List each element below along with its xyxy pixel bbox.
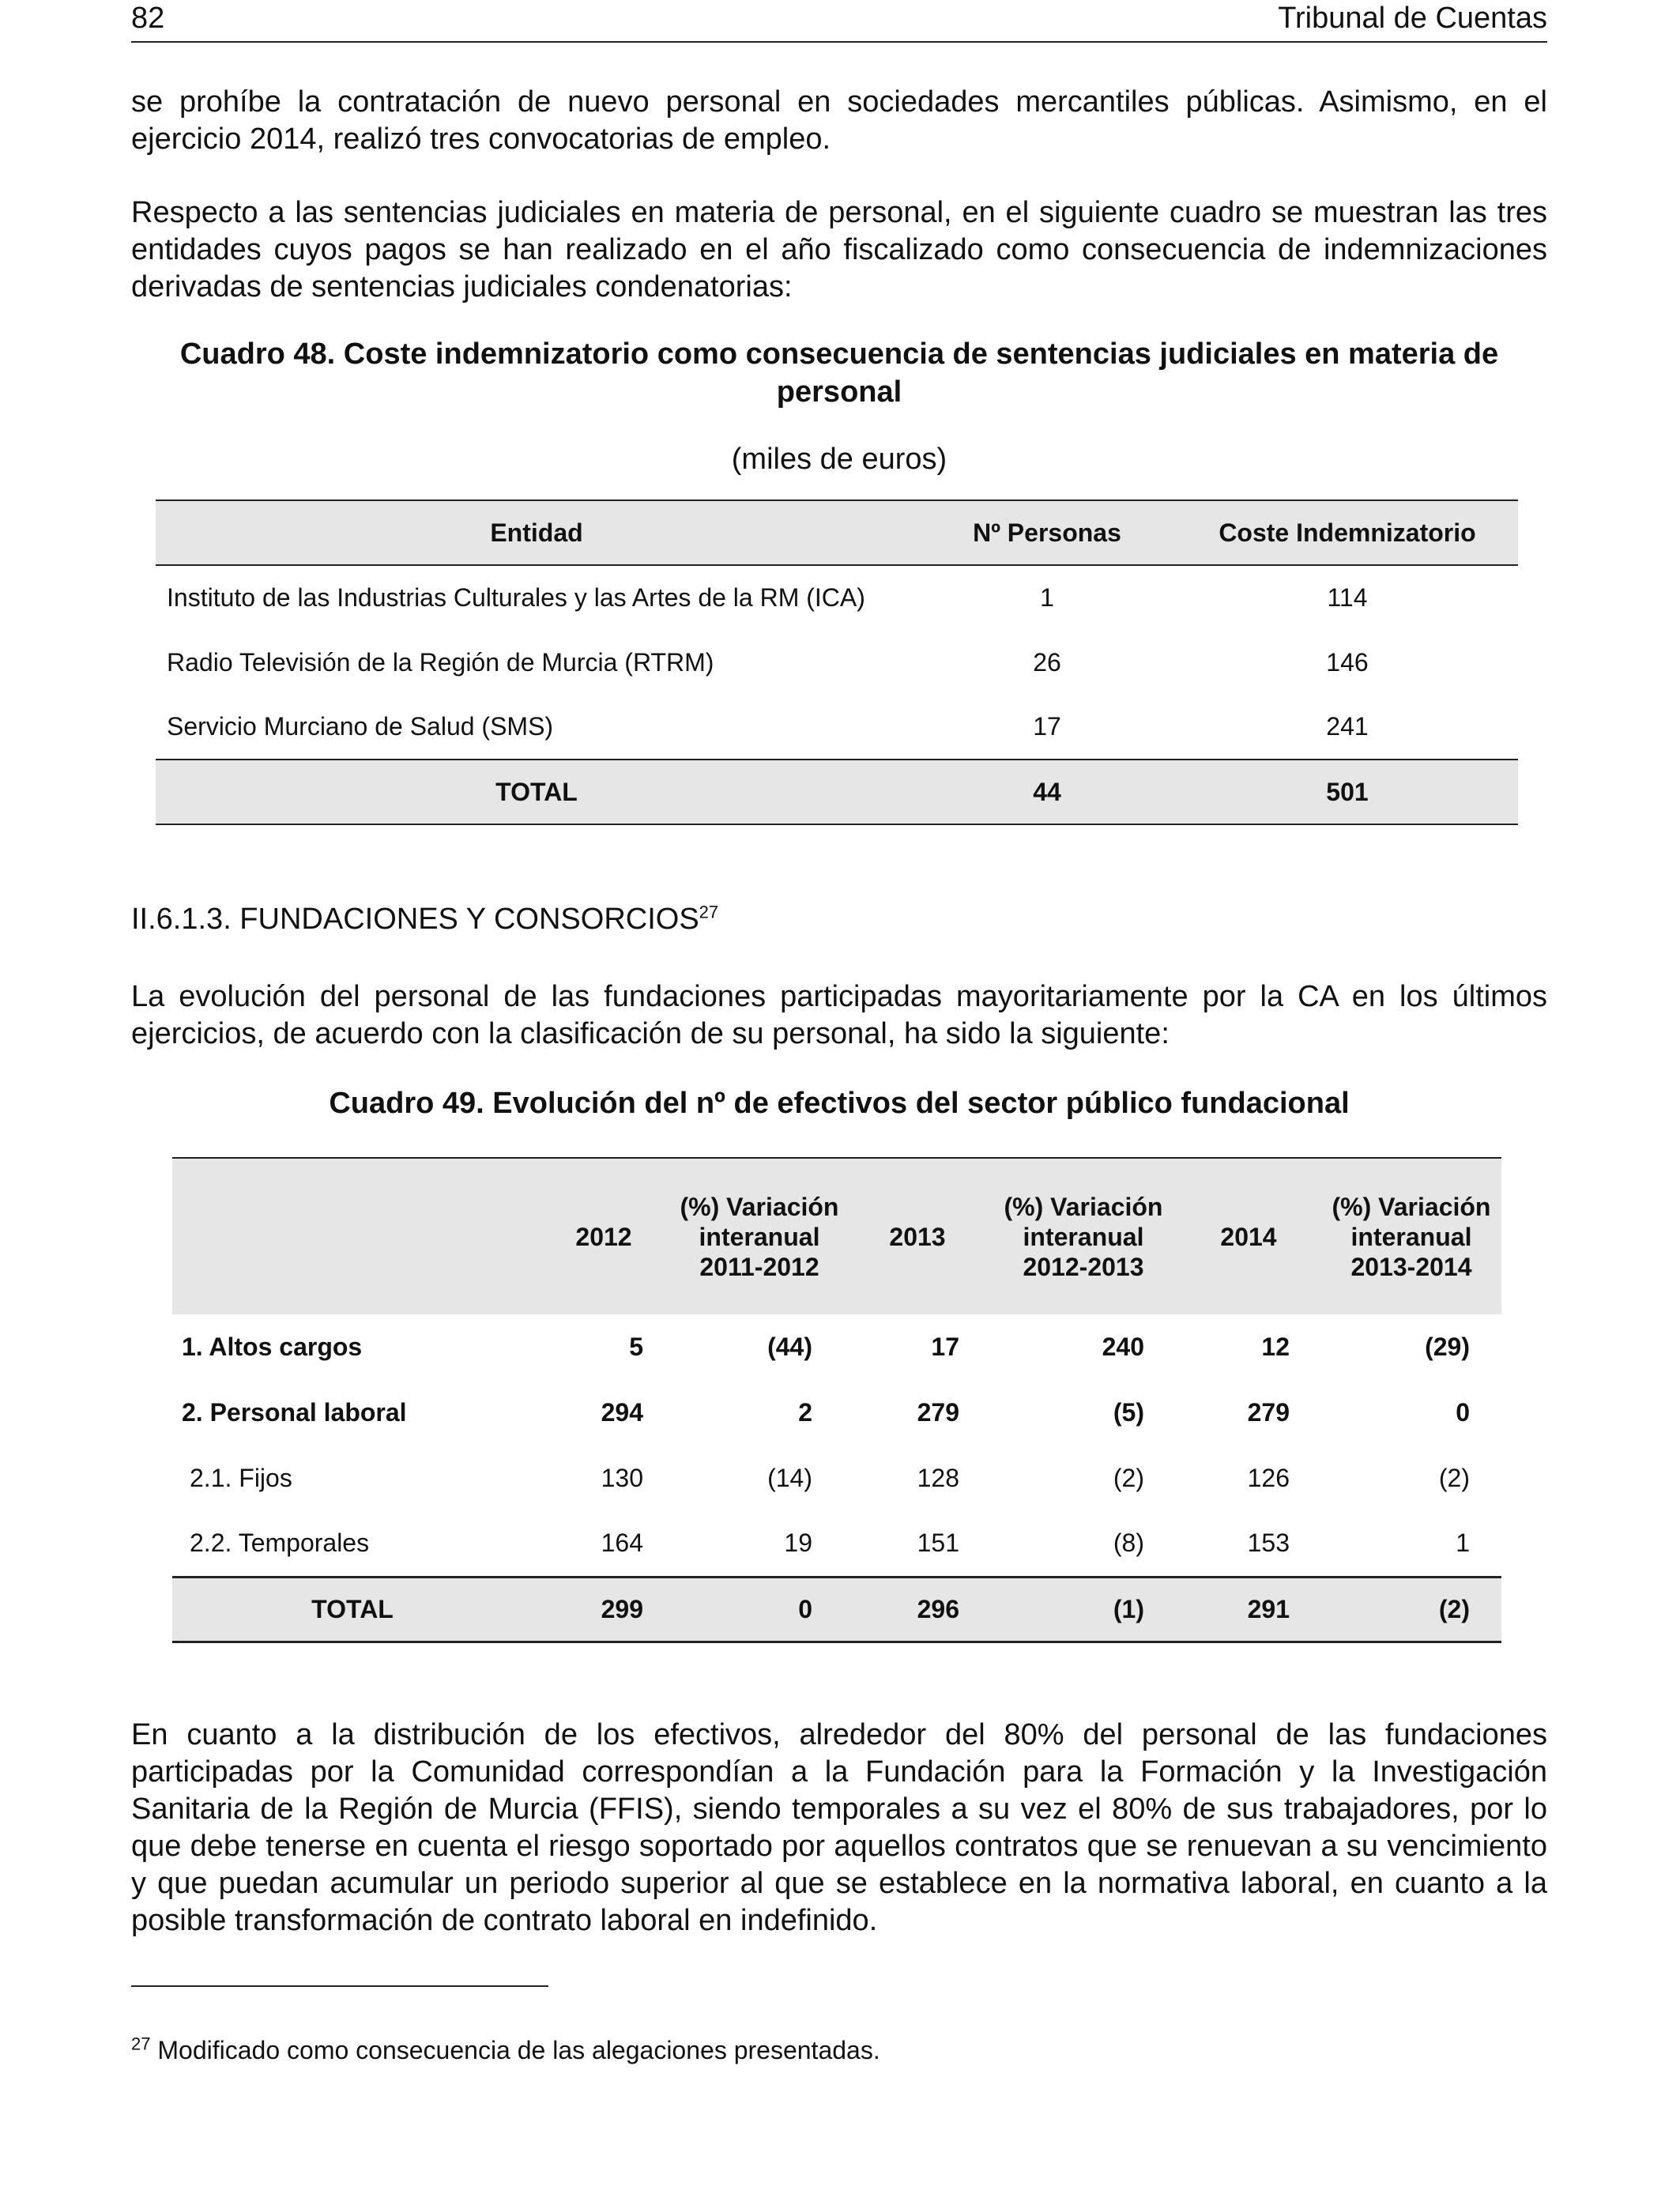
cell-var-2013-2014: (29) (1425, 1333, 1470, 1361)
cell-personas: 26 (1033, 647, 1061, 677)
footnote-ref: 27 (699, 902, 719, 922)
cell-total-label: TOTAL (172, 1577, 533, 1642)
column-header-var-2011-2012: (%) Variación interanual 2011-2012 (675, 1158, 844, 1314)
paragraph-3: La evolución del personal de las fundaciones participadas mayoritariamente por la CA en los últimos ejercicios, de acuerdo con la clasificación de su personal, ha sido la siguiente: (131, 980, 1547, 1050)
cell-2012: 294 (601, 1398, 643, 1427)
table-row (156, 630, 1518, 695)
cell-var-2012-2013: (8) (1113, 1529, 1144, 1558)
cell-total-var-2011-2012: 0 (675, 1577, 844, 1642)
cell-total-personas: 44 (917, 760, 1177, 824)
footnote-separator (131, 1985, 548, 1987)
table-49-caption: Cuadro 49. Evolución del nº de efectivos del sector público fundacional (329, 1087, 1350, 1120)
table-row (172, 1314, 1501, 1380)
table-48 (156, 499, 1518, 825)
cell-2012: 5 (629, 1333, 643, 1361)
cell-2014: 12 (1261, 1333, 1290, 1361)
cell-var-2011-2012: (44) (767, 1333, 812, 1361)
cell-var-2013-2014: (2) (1438, 1464, 1470, 1492)
column-header-entidad: Entidad (156, 500, 917, 565)
column-header-2013: 2013 (844, 1158, 991, 1314)
cell-var-2013-2014: 1 (1456, 1529, 1470, 1558)
cell-var-2011-2012: 19 (784, 1529, 812, 1558)
table-49-total-row (172, 1577, 1501, 1642)
cell-2012: 164 (601, 1529, 643, 1558)
cell-total-2012: 299 (533, 1577, 675, 1642)
cell-2014: 279 (1247, 1398, 1290, 1427)
cell-var-2012-2013: (2) (1113, 1464, 1144, 1492)
cell-total-label: TOTAL (156, 760, 917, 824)
table-row (172, 1380, 1501, 1446)
column-header-2014: 2014 (1176, 1158, 1321, 1314)
cell-var-2011-2012: 2 (798, 1398, 812, 1427)
column-header-coste: Coste Indemnizatorio (1177, 500, 1518, 565)
column-header-personas: Nº Personas (917, 500, 1177, 565)
table-row (156, 565, 1518, 630)
table-48-unit: (miles de euros) (731, 443, 947, 476)
cell-2014: 126 (1247, 1464, 1290, 1492)
footnote-text: Modificado como consecuencia de las alegaciones presentadas. (157, 2036, 880, 2064)
cell-entidad: Instituto de las Industrias Culturales y las Artes de la RM (ICA) (167, 583, 865, 612)
cell-var-2013-2014: 0 (1456, 1398, 1470, 1427)
table-row (156, 695, 1518, 760)
table-49 (172, 1157, 1501, 1643)
table-row (172, 1511, 1501, 1577)
cell-concepto: 1. Altos cargos (182, 1333, 363, 1361)
paragraph-4: En cuanto a la distribución de los efectivos, alrededor del 80% del personal de las fundaciones participadas por la Comunidad correspondían a la Fundación para la Formación y la Investigación Sanitaria de la Región de Murcia (FFIS), siendo temporales a su vez el 80% de sus trabajadores, por lo que debe tenerse en cuenta el riesgo soportado por aquellos contratos que se renuevan a su vencimiento y que puedan acumular un periodo superior al que se establece en la normativa laboral, en cuanto a la posible transformación de contrato laboral en indefinido. (131, 1718, 1547, 1937)
column-header-2012: 2012 (533, 1158, 675, 1314)
paragraph-2: Respecto a las sentencias judiciales en materia de personal, en el siguiente cuadro se muestran las tres entidades cuyos pagos se han realizado en el año fiscalizado como consecuencia de indemnizaciones derivadas de sentencias judiciales condenatorias: (131, 196, 1547, 303)
header-title: Tribunal de Cuentas (1278, 2, 1547, 35)
cell-concepto: 2. Personal laboral (182, 1398, 407, 1427)
cell-total-coste: 501 (1177, 760, 1518, 824)
cell-2013: 17 (931, 1333, 959, 1361)
cell-concepto: 2.1. Fijos (190, 1464, 292, 1492)
cell-2013: 151 (917, 1529, 959, 1558)
cell-concepto: 2.2. Temporales (190, 1529, 370, 1558)
cell-var-2011-2012: (14) (767, 1464, 812, 1492)
page-number: 82 (131, 2, 165, 35)
cell-total-var-2012-2013: (1) (991, 1577, 1176, 1642)
cell-2013: 279 (917, 1398, 959, 1427)
cell-entidad: Radio Televisión de la Región de Murcia (RTRM) (167, 647, 714, 677)
column-header-concepto (172, 1158, 533, 1314)
cell-coste: 146 (1326, 647, 1369, 677)
footnote-number: 27 (131, 2034, 151, 2054)
cell-coste: 241 (1326, 712, 1369, 741)
cell-coste: 114 (1327, 583, 1368, 612)
footnote (131, 2036, 1547, 2065)
table-48-caption: Cuadro 48. Coste indemnizatorio como consecuencia de sentencias judiciales en materia de personal (179, 337, 1499, 409)
cell-2012: 130 (601, 1464, 643, 1492)
table-row (172, 1446, 1501, 1511)
cell-total-2013: 296 (844, 1577, 991, 1642)
column-header-var-2012-2013: (%) Variación interanual 2012-2013 (991, 1158, 1176, 1314)
section-heading (131, 901, 1547, 938)
table-48-header-row (156, 500, 1518, 565)
table-48-total-row (156, 760, 1518, 824)
cell-entidad: Servicio Murciano de Salud (SMS) (167, 712, 554, 741)
column-header-var-2013-2014: (%) Variación interanual 2013-2014 (1321, 1158, 1501, 1314)
paragraph-1: se prohíbe la contratación de nuevo personal en sociedades mercantiles públicas. Asimismo, en el ejercicio 2014, realizó tres convocatorias de empleo. (131, 85, 1547, 156)
cell-personas: 17 (1033, 712, 1061, 741)
table-49-header-row (172, 1158, 1501, 1314)
cell-total-var-2013-2014: (2) (1321, 1577, 1501, 1642)
cell-2013: 128 (917, 1464, 959, 1492)
cell-2014: 153 (1247, 1529, 1290, 1558)
section-heading-text: II.6.1.3. FUNDACIONES Y CONSORCIOS (131, 903, 699, 936)
cell-var-2012-2013: 240 (1102, 1333, 1144, 1361)
page-header (131, 0, 1547, 43)
cell-var-2012-2013: (5) (1113, 1398, 1144, 1427)
cell-personas: 1 (1040, 583, 1054, 612)
cell-total-2014: 291 (1176, 1577, 1321, 1642)
